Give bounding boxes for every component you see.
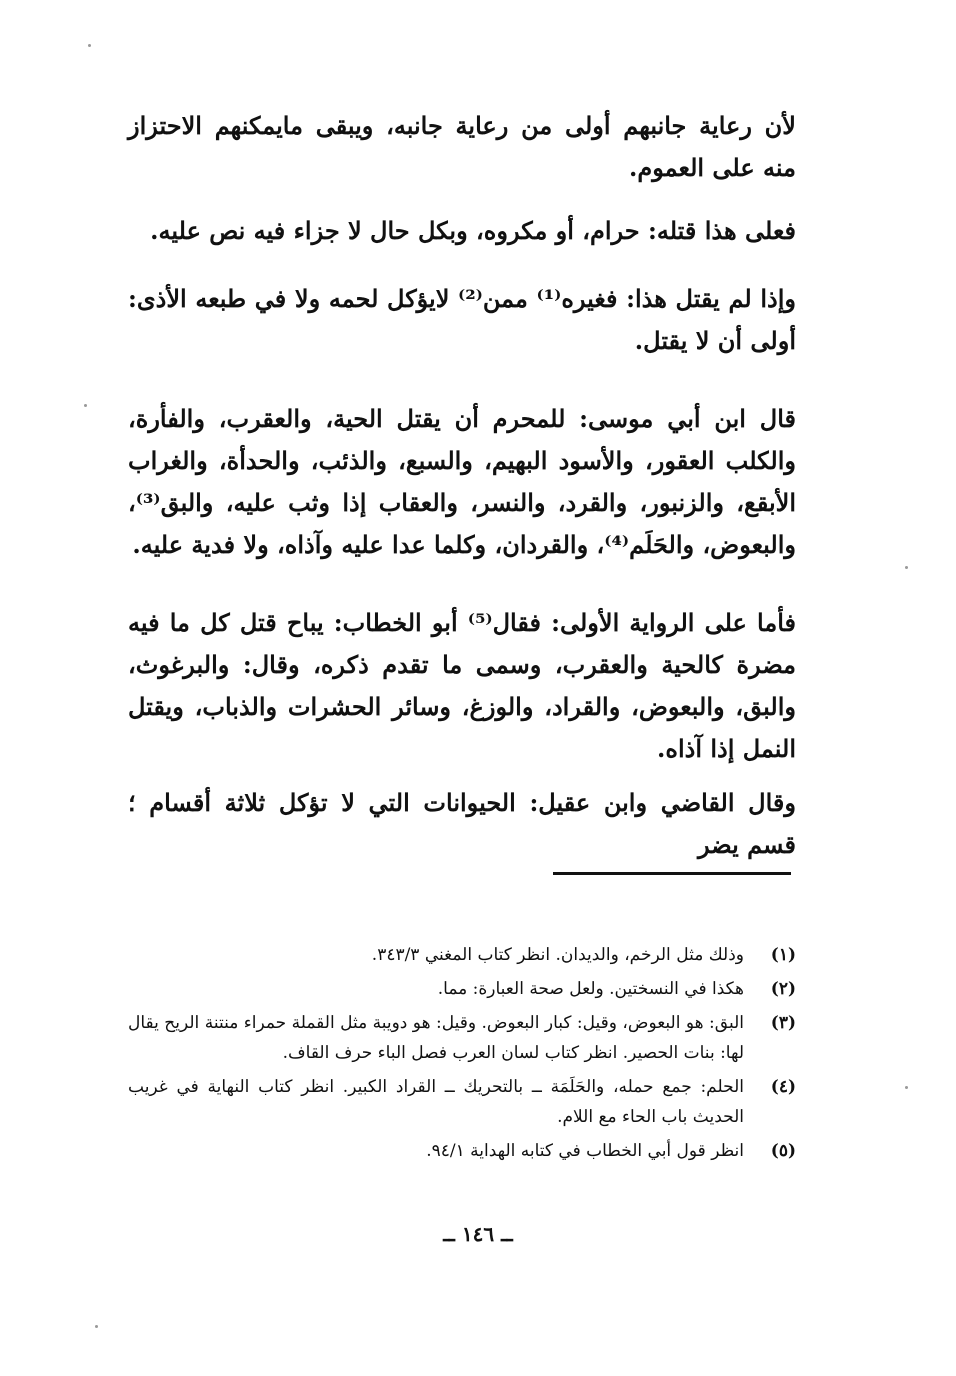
footnote-text: وذلك مثل الرخم، والديدان. انظر كتاب المغني ٣٤٣/٣. xyxy=(371,945,744,965)
footnotes-section xyxy=(128,940,796,1170)
scan-speck xyxy=(95,1325,98,1328)
footnote-5 xyxy=(128,1136,796,1166)
body-paragraph-4: قال ابن أبي موسى: للمحرم أن يقتل الحية، والعقرب، والفأرة، والكلب العقور، والأسود البهيم، والسبع، والذئب، والحدأة، والغراب الأبقع، والزنبور، والقرد، والنسر، والعقاب إذا وثب عليه، والبق⁽³⁾، والبعوض، والحَلَم⁽⁴⁾، والقردان، وكلما عدا عليه وآذاه، ولا فدية عليه. xyxy=(128,404,796,559)
scan-speck xyxy=(84,404,87,407)
footnote-text: انظر قول أبي الخطاب في كتابه الهداية ٩٤/١. xyxy=(426,1141,744,1161)
footnote-2 xyxy=(128,974,796,1004)
footnote-separator-rule xyxy=(553,872,791,875)
footnote-text: هكذا في النسختين. ولعل صحة العبارة: مما. xyxy=(437,979,744,999)
footnote-text: الحلم: جمع حمله، والحَلَمَة ــ بالتحريك ــ القراد الكبير. انظر كتاب النهاية في غريب الحديث باب الحاء مع اللام. xyxy=(128,1077,744,1127)
body-paragraph-6: وقال القاضي وابن عقيل: الحيوانات التي لا تؤكل ثلاثة أقسام ؛ قسم يضر xyxy=(128,788,796,859)
footnote-number: (٤) xyxy=(770,1077,796,1097)
footnote-number: (٣) xyxy=(770,1013,796,1033)
footnote-3 xyxy=(128,1008,796,1068)
page-number: ــ ١٤٦ ــ xyxy=(443,1222,513,1246)
body-paragraph-5: فأما على الرواية الأولى: فقال⁽⁵⁾ أبو الخطاب: يباح قتل كل ما فيه مضرة كالحية والعقرب، وسمى ما تقدم ذكره، وقال: والبرغوث، والبق، والبعوض، والقراد، والوزغ، وسائر الحشرات والذباب، ويقتل النمل إذا آذاه. xyxy=(128,608,796,763)
scan-speck xyxy=(88,44,91,47)
footnote-number: (٢) xyxy=(770,979,796,999)
body-paragraph-3: وإذا لم يقتل هذا: فغيره⁽¹⁾ ممن⁽²⁾ لايؤكل لحمه ولا في طبعه الأذى: أولى أن لا يقتل. xyxy=(128,284,796,355)
footnote-1 xyxy=(128,940,796,970)
scan-speck xyxy=(905,566,908,569)
scan-speck xyxy=(905,1086,908,1089)
footnote-text: البق: هو البعوض، وقيل: كبار البعوض. وقيل: هو دويبة مثل القملة حمراء منتنة الريح يقال لها: بنات الحصير. انظر كتاب لسان العرب فصل الباء حرف القاف. xyxy=(128,1013,744,1063)
body-paragraph-2: فعلى هذا قتله: حرام، أو مكروه، وبكل حال لا جزاء فيه نص عليه. xyxy=(150,216,796,245)
body-paragraph-1: لأن رعاية جانبهم أولى من رعاية جانبه، ويبقى مايمكنهم الاحتزاز منه على العموم. xyxy=(128,111,796,182)
footnote-4 xyxy=(128,1072,796,1132)
footnote-number: (٥) xyxy=(770,1141,796,1161)
footnote-number: (١) xyxy=(770,945,796,965)
